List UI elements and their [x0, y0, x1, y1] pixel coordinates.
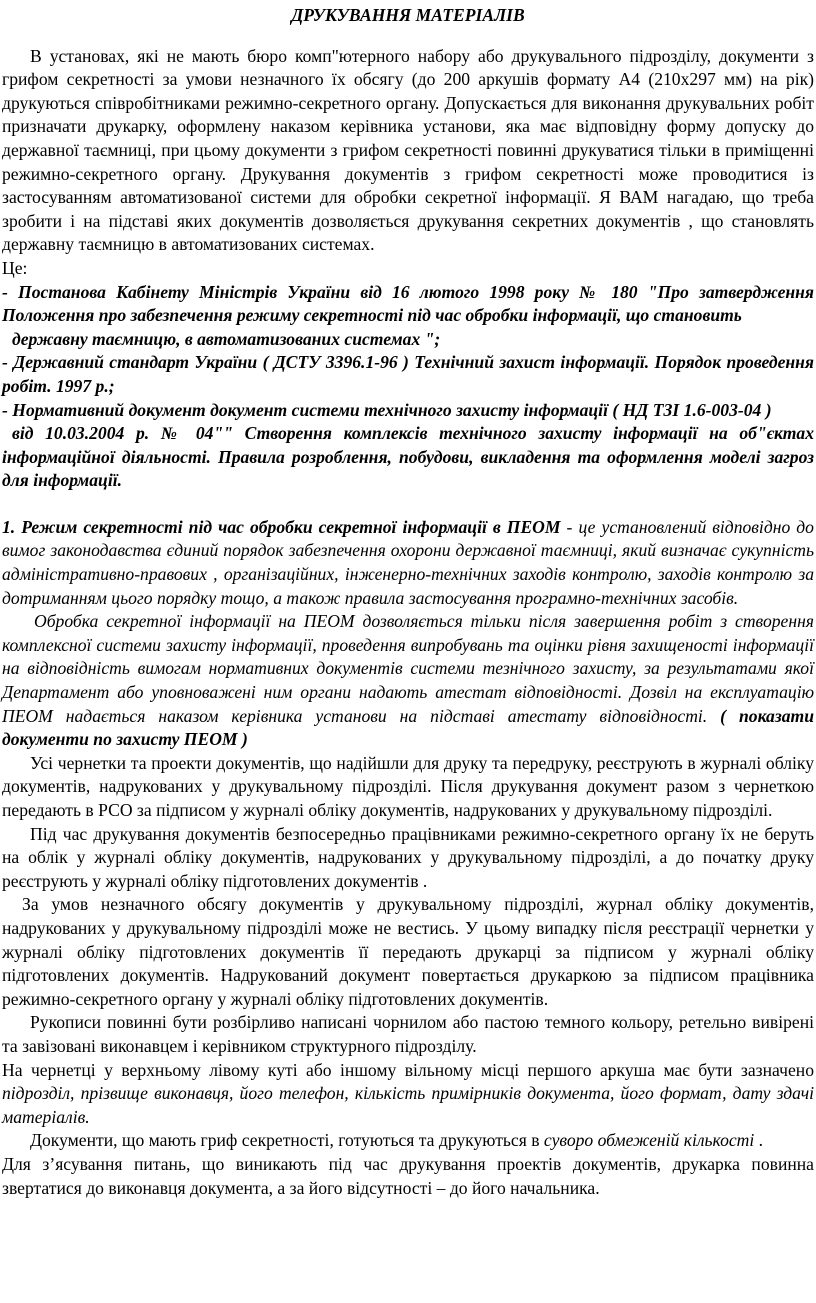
list-item-1 — [2, 281, 814, 328]
limited-emphasis: суворо обмеженій кількості — [543, 1130, 755, 1151]
spacer — [2, 493, 814, 516]
corner-details: підрозділ, прізвище виконавця, його телефон, кількість примірників документа, його формат, дату здачі матеріалів. — [2, 1083, 814, 1127]
limited-end: . — [754, 1130, 764, 1151]
list-item-2 — [2, 351, 814, 398]
list-intro: Це: — [2, 257, 28, 278]
drafts-paragraph: Усі чернетки та проекти документів, що надійшли для друку та передруку, реєструють в журналі обліку документів, надрукованих у друкувальному підрозділі. Після друкування документ разом з чернеткою передають в РСО за підписом у журналі обліку документів, надрукованих у друкувальному підрозділі. — [2, 752, 814, 820]
small-volume-paragraph: За умов незначного обсягу документів у друкувальному підрозділі, журнал обліку документів, надрукованих у друкувальному підрозділі може не вестись. У цьому випадку після реєстрації чернетки у журналі обліку підготовлених документів її передають друкарці за підписом у журналі обліку підготовлених документів. Надрукований документ повертається друкаркою за підписом працівника режимно-секретного органу у журналі обліку підготовлених документів. — [2, 894, 814, 1009]
peom-paragraph — [2, 610, 814, 752]
limited-text: Документи, що мають гриф секретності, готуються та друкуються в — [30, 1130, 544, 1151]
list-dash: - — [2, 399, 13, 420]
list-item-3-continuation: від 10.03.2004 р. № 04"" Створення комплексів технічного захисту інформації на об"єктах інформаційної діяльності. Правила розроблення, побудови, викладення та оформлення моделі загроз для інформації. — [2, 423, 814, 491]
manuscripts-paragraph: Рукописи повинні бути розбірливо написані чорнилом або пастою темного кольору, ретельно вивірені та завізовані виконавцем і керівником структурного підрозділу. — [2, 1012, 814, 1056]
list-item-1-text: Постанова Кабінету Міністрів України від 16 лютого 1998 року № 180 "Про затвердження Положення про забезпечення режиму секретності під час обробки інформації, що становить — [2, 281, 814, 326]
list-item-1-continuation: державну таємницю, в автоматизованих системах "; — [12, 328, 441, 349]
section-1-paragraph — [2, 516, 814, 610]
list-dash: - — [2, 352, 14, 373]
document-title: ДРУКУВАННЯ МАТЕРІАЛІВ — [291, 5, 525, 25]
peom-text: Обробка секретної інформації на ПЕОМ дозволяється тільки після завершення робіт з створення комплексної системи захисту інформації, проведення випробувань та оцінки рівня захищеності інформації на відповідність вимогам нормативних документів системи тезнічного захисту, за результатами якої Департамент або уповноважені ним органи надають атестат відповідності. Дозвіл на експлуатацію ПЕОМ надається наказом керівника установи на підставі атестату відповідності. — [2, 611, 814, 726]
peom-note: ( показати документи по захисту ПЕОМ ) — [2, 705, 814, 750]
list-dash: - — [2, 281, 19, 302]
list-item-3 — [2, 399, 814, 423]
section-1-heading: 1. Режим секретності під час обробки секретної інформації в ПЕОМ — [2, 516, 561, 537]
questions-paragraph: Для з’ясування питань, що виникають під час друкування проектів документів, друкарка повинна звертатися до виконавця документа, а за його відсутності – до його начальника. — [2, 1153, 814, 1198]
corner-text: На чернетці у верхньому лівому куті або іншому вільному місці першого аркуша має бути зазначено — [2, 1059, 814, 1080]
limited-paragraph — [2, 1129, 814, 1153]
intro-paragraph: В установах, які не мають бюро комп"ютерного набору або друкувального підрозділу, документи з грифом секретності за умови незначного їх обсягу (до 200 аркушів формату А4 (210х297 мм) на рік) друкуються співробітниками режимно-секретного органу. Допускається для виконання друкувальних робіт призначати друкарку, оформлену наказом керівника установи, яка має відповідну форму допуску до державної таємниці, при цьому документи з грифом секретності повинні друкуватися тільки в приміщенні режимно-секретного органу. Друкування документів з грифом секретності може проводитися із застосуванням автоматизованої системи для обробки секретної інформації. Я ВАМ нагадаю, що треба зробити і на підставі яких документів дозволяється друкування секретних документів , що становлять державну таємницю в автоматизованих системах. — [2, 45, 814, 255]
corner-paragraph — [2, 1059, 814, 1130]
list-item-3-text: Нормативний документ документ системи технічного захисту інформації ( НД ТЗІ 1.6-003-04 ) — [12, 399, 772, 420]
rso-paragraph: Під час друкування документів безпосередньо працівниками режимно-секретного органу їх не беруть на облік у журналі обліку документів, надрукованих у друкувальному підрозділі, а до початку друку реєструють у журналі обліку підготовлених документів . — [2, 823, 814, 891]
section-1-text: - це установлений відповідно до вимог законодавства єдиний порядок забезпечення охорони державної таємниці, який визначає сукупність адміністративно-правових , організаційних, інженерно-технічних заходів контролю, заходів контролю за дотриманням цього порядку тощо, а також правила застосування програмно-технічних засобів. — [2, 516, 814, 608]
list-item-2-text: Державний стандарт України ( ДСТУ 3396.1-96 ) Технічний захист інформації. Порядок проведення робіт. 1997 р.; — [2, 352, 814, 396]
